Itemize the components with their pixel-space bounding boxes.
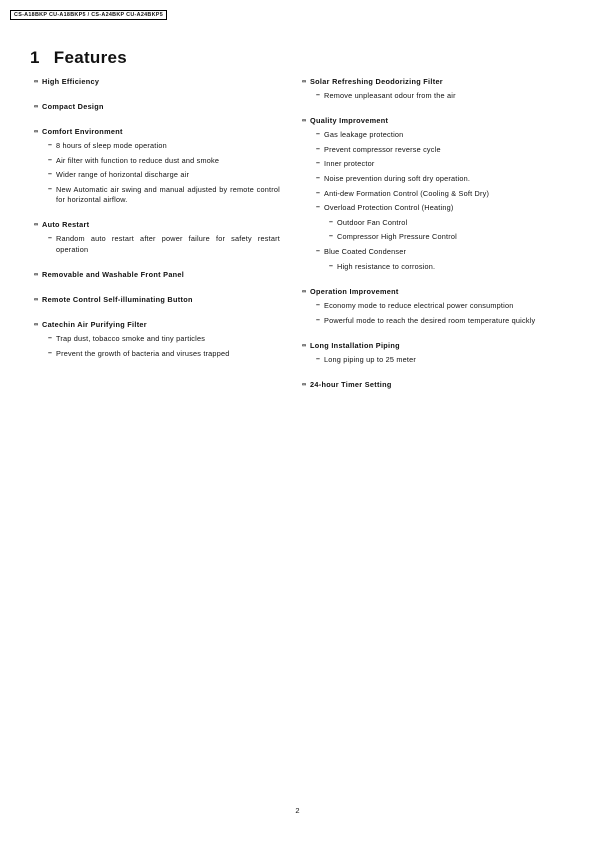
- list-item-text: Anti-dew Formation Control (Cooling & Soft Dry): [324, 188, 490, 198]
- list-item-text: Outdoor Fan Control: [337, 217, 408, 227]
- feature-list: [302, 91, 548, 101]
- list-item: [34, 349, 280, 359]
- feature-list: [302, 355, 548, 365]
- feature-heading-text: Solar Refreshing Deodorizing Filter: [310, 77, 443, 86]
- list-item-text: Powerful mode to reach the desired room temperature quickly: [324, 315, 536, 325]
- dash-bullet-icon: –: [316, 189, 321, 197]
- list-item-text: Wider range of horizontal discharge air: [56, 170, 190, 180]
- double-circle-bullet-icon: ∞: [34, 79, 39, 85]
- feature-heading-text: Long Installation Piping: [310, 340, 400, 350]
- dash-bullet-icon: –: [48, 349, 53, 357]
- dash-bullet-icon: –: [48, 142, 53, 149]
- double-circle-bullet-icon: ∞: [34, 296, 39, 303]
- list-item-text: Inner protector: [324, 159, 375, 169]
- dash-bullet-icon: –: [316, 160, 321, 168]
- feature-heading: [34, 127, 280, 137]
- list-item-text: Trap dust, tobacco smoke and tiny particles: [56, 333, 206, 343]
- feature-heading: [302, 380, 548, 390]
- list-item: [302, 91, 548, 101]
- list-item: [34, 141, 280, 151]
- dash-bullet-icon: –: [329, 233, 334, 241]
- feature-heading-text: High Efficiency: [42, 77, 100, 86]
- dash-bullet-icon: –: [316, 145, 321, 153]
- list-item-text: Prevent the growth of bacteria and viruses trapped: [56, 348, 230, 358]
- double-circle-bullet-icon: ∞: [302, 79, 307, 85]
- list-item: [34, 334, 280, 344]
- feature-section: [302, 341, 548, 365]
- feature-section: [34, 77, 280, 87]
- dash-bullet-icon: –: [316, 301, 321, 309]
- double-circle-bullet-icon: ∞: [302, 382, 307, 389]
- list-item-text: Long piping up to 25 meter: [324, 354, 417, 364]
- list-item-text: Blue Coated Condenser: [324, 247, 407, 257]
- dash-bullet-icon: –: [329, 262, 334, 270]
- feature-heading: [302, 116, 548, 126]
- feature-heading-text: Quality Improvement: [310, 116, 389, 126]
- list-item: [302, 247, 548, 257]
- feature-heading-text: Operation Improvement: [310, 286, 399, 296]
- section-title: Features: [53, 48, 128, 67]
- dash-bullet-icon: –: [316, 248, 321, 256]
- dash-bullet-icon: –: [316, 175, 321, 183]
- feature-heading-text: Remote Control Self-illuminating Button: [42, 294, 193, 304]
- list-item: [302, 159, 548, 169]
- feature-section: [34, 127, 280, 205]
- feature-list: [34, 234, 280, 255]
- list-item-text: Gas leakage protection: [324, 130, 404, 140]
- feature-heading: [34, 77, 280, 87]
- feature-heading: [302, 287, 548, 297]
- feature-section: [302, 116, 548, 272]
- dash-bullet-icon: –: [48, 235, 53, 243]
- feature-heading-text: Compact Design: [42, 102, 104, 111]
- list-item: [302, 316, 548, 326]
- feature-heading: [34, 102, 280, 112]
- dash-bullet-icon: –: [48, 171, 53, 179]
- list-item: [34, 234, 280, 255]
- list-item: [34, 156, 280, 166]
- feature-list: [302, 130, 548, 272]
- right-column: [302, 77, 548, 405]
- feature-section: [34, 220, 280, 255]
- list-item-text: Overload Protection Control (Heating): [324, 203, 454, 213]
- list-item-text: Prevent compressor reverse cycle: [324, 144, 441, 154]
- feature-section: [34, 295, 280, 305]
- page-title: [30, 48, 127, 68]
- double-circle-bullet-icon: ∞: [302, 288, 307, 295]
- list-item-text: Air filter with function to reduce dust and smoke: [56, 155, 220, 165]
- list-item-text: High resistance to corrosion.: [337, 261, 436, 271]
- section-number: 1: [30, 48, 40, 67]
- double-circle-bullet-icon: ∞: [34, 104, 39, 110]
- list-item: [302, 203, 548, 213]
- feature-heading: [302, 341, 548, 351]
- feature-heading: [34, 220, 280, 230]
- list-item: [34, 170, 280, 180]
- double-circle-bullet-icon: ∞: [34, 222, 39, 229]
- list-item: [302, 174, 548, 184]
- list-item-text: Remove unpleasant odour from the air: [324, 91, 456, 100]
- list-item: [302, 355, 548, 365]
- dash-bullet-icon: –: [48, 156, 53, 164]
- list-item: [302, 130, 548, 140]
- dash-bullet-icon: –: [48, 185, 53, 193]
- feature-section: [34, 320, 280, 359]
- feature-section: [302, 380, 548, 390]
- list-item: [302, 301, 548, 311]
- feature-heading-text: Comfort Environment: [42, 127, 123, 136]
- feature-heading: [34, 320, 280, 330]
- double-circle-bullet-icon: ∞: [34, 271, 39, 278]
- feature-heading: [302, 77, 548, 87]
- double-circle-bullet-icon: ∞: [302, 118, 307, 125]
- feature-heading-text: Removable and Washable Front Panel: [42, 269, 185, 279]
- feature-list: [302, 301, 548, 326]
- list-item-text: New Automatic air swing and manual adjusted by remote control for horizontal airflow.: [56, 184, 280, 205]
- list-item: [302, 145, 548, 155]
- list-item-text: Noise prevention during soft dry operation.: [324, 174, 471, 184]
- list-item: [302, 218, 548, 228]
- dash-bullet-icon: –: [48, 334, 53, 342]
- feature-section: [34, 270, 280, 280]
- dash-bullet-icon: –: [316, 204, 321, 212]
- list-item-text: Random auto restart after power failure for safety restart operation: [56, 234, 280, 254]
- list-item: [302, 189, 548, 199]
- double-circle-bullet-icon: ∞: [34, 321, 39, 328]
- dash-bullet-icon: –: [316, 131, 321, 139]
- feature-heading-text: Catechin Air Purifying Filter: [42, 319, 147, 329]
- list-item: [302, 232, 548, 242]
- list-item-text: Compressor High Pressure Control: [337, 232, 457, 242]
- feature-heading-text: Auto Restart: [42, 220, 90, 230]
- dash-bullet-icon: –: [316, 355, 321, 363]
- page-number: 2: [295, 806, 300, 815]
- feature-section: [302, 77, 548, 101]
- feature-section: [302, 287, 548, 326]
- feature-heading: [34, 295, 280, 305]
- feature-list: [34, 141, 280, 205]
- list-item-text: 8 hours of sleep mode operation: [56, 141, 167, 150]
- feature-section: [34, 102, 280, 112]
- double-circle-bullet-icon: ∞: [34, 129, 39, 135]
- feature-list: [34, 334, 280, 359]
- dash-bullet-icon: –: [316, 92, 321, 99]
- double-circle-bullet-icon: ∞: [302, 342, 307, 349]
- dash-bullet-icon: –: [329, 218, 334, 226]
- feature-heading: [34, 270, 280, 280]
- list-item: [34, 185, 280, 206]
- feature-heading-text: 24-hour Timer Setting: [310, 380, 392, 390]
- left-column: [34, 77, 280, 374]
- list-item-text: Economy mode to reduce electrical power consumption: [324, 300, 514, 310]
- model-tag: CS-A18BKP CU-A18BKP5 / CS-A24BKP CU-A24BKP5: [10, 10, 167, 20]
- dash-bullet-icon: –: [316, 316, 321, 324]
- list-item: [302, 262, 548, 272]
